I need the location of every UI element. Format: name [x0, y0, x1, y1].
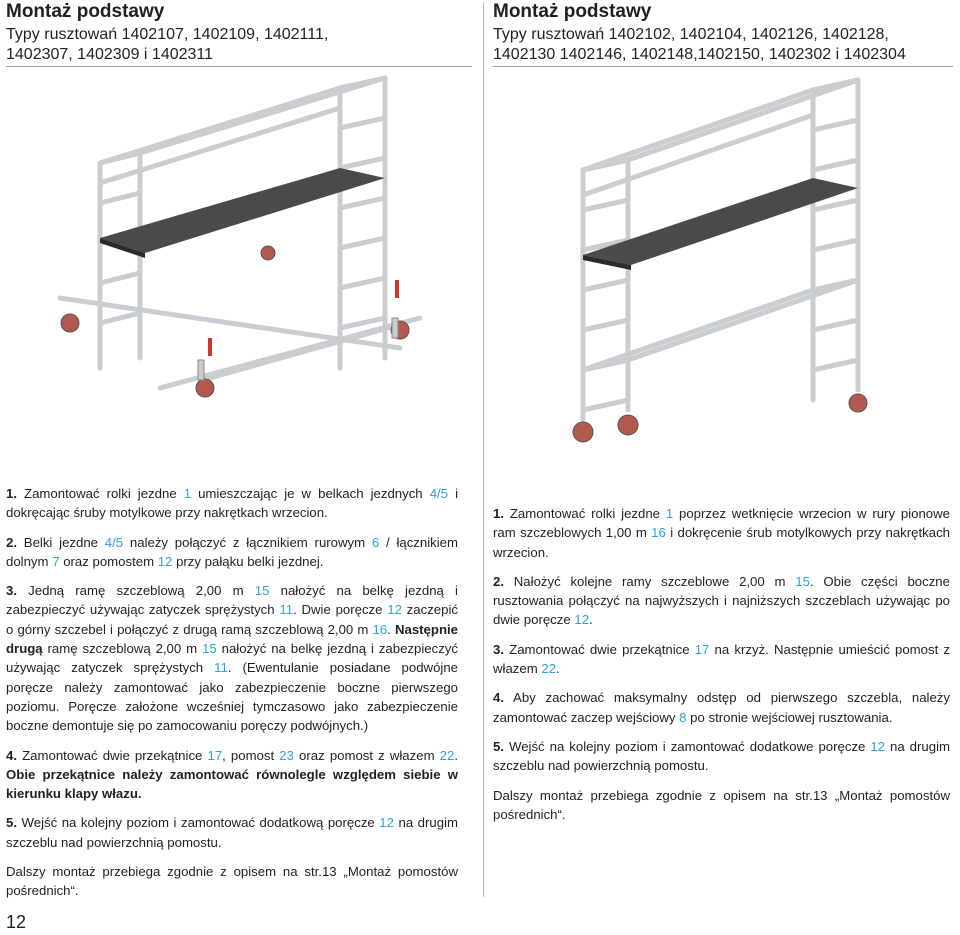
right-step-5 — [493, 737, 950, 776]
step-text: . Obie części boczne rusztowania połączyć na najwyższych i najniższych szczeblach używając po dwie poręcze — [493, 573, 950, 628]
step-text: . (Ewentulanie posiadane podwójne poręcze należy zamontować jako zabezpieczenie boczne pierwszego poziomu. Poręcze założone wcześniej tymczasowo jako zabezpieczenie boczne demontuje się po zamocowaniu poręczy podwójnych.) — [6, 660, 459, 734]
step-number: 3. — [493, 641, 504, 657]
part-ref: 4/5 — [104, 534, 124, 550]
right-step-2 — [493, 572, 950, 630]
part-ref: 12 — [870, 738, 886, 754]
step-text: po stronie wejściowej rusztowania. — [686, 709, 893, 725]
page-number: 12 — [6, 912, 27, 932]
right-step-1 — [493, 504, 950, 562]
part-ref: 15 — [795, 573, 810, 589]
right-title-rule — [493, 66, 953, 67]
right-outro: Dalszy montaż przebiega zgodnie z opisem na str.13 „Montaż pomostów pośrednich“. — [493, 787, 950, 822]
step-number: 5. — [493, 738, 504, 754]
step-text: umieszczając je w belkach jezdnych — [191, 486, 430, 501]
step-text: poprzez wetknięcie wrzecion w rury pionowe ram szczeblowych 1,00 m — [493, 506, 950, 541]
step-text: zaczepić o górny szczebel i połączyć z drugą ramą szczeblową 2,00 m — [6, 602, 458, 637]
step-emphasis: Następnie drugą — [6, 621, 458, 657]
part-ref: 4/5 — [429, 486, 449, 501]
right-subtitle-line-2: 1402130 1402146, 1402148,1402150, 1402302 i 1402304 — [493, 46, 906, 63]
step-text: Wejść na kolejny poziom i zamontować dodatkowe poręcze — [508, 738, 871, 754]
step-text: . — [589, 612, 593, 628]
step-number: 1. — [6, 486, 17, 501]
part-ref: 6 — [371, 534, 380, 550]
step-text: Zamontować dwie przekątnice — [509, 641, 695, 657]
step-text: Zamontować rolki jezdne — [509, 506, 666, 521]
right-title: Montaż podstawy — [493, 1, 652, 22]
step-number: 4. — [493, 690, 504, 706]
left-subtitle-line-1: Typy rusztowań 1402107, 1402109, 1402111, — [6, 26, 329, 43]
step-text: / łącznikiem dolnym — [6, 534, 458, 569]
part-ref: 17 — [207, 747, 223, 763]
part-ref: 23 — [279, 747, 294, 763]
step-number: 3. — [6, 583, 17, 599]
step-number: 2. — [6, 534, 17, 550]
step-text: Zamontować dwie przekątnice — [22, 747, 208, 763]
part-ref: 22 — [439, 747, 455, 763]
right-step-3 — [493, 640, 950, 679]
step-text: , pomost — [222, 747, 280, 763]
part-ref: 12 — [387, 602, 402, 618]
left-step-5 — [6, 813, 458, 852]
part-ref: 15 — [202, 641, 217, 657]
left-step-2 — [6, 533, 458, 572]
step-text: Jedną ramę szczeblową 2,00 m — [28, 583, 255, 599]
scaffold-illustration-left — [40, 68, 470, 413]
part-ref: 11 — [214, 660, 228, 676]
right-step-4 — [493, 688, 950, 727]
step-emphasis: Obie przekątnice należy zamontować równolegle względem siebie w kierunku klapy włazu. — [6, 766, 458, 802]
step-text: Belki jezdne — [23, 534, 105, 550]
left-step-4 — [6, 746, 458, 804]
right-subtitle-line-1: Typy rusztowań 1402102, 1402104, 1402126, 1402128, — [493, 26, 889, 43]
part-ref: 8 — [679, 709, 687, 725]
part-ref: 22 — [541, 661, 557, 677]
part-ref: 1 — [183, 486, 192, 501]
step-text: Nałożyć kolejne ramy szczeblowe 2,00 m — [513, 573, 796, 589]
step-text: i dokręcając śruby motylkowe przy nakrętkach wrzecion. — [6, 486, 458, 521]
part-ref: 16 — [651, 525, 666, 541]
step-text: ramę szczeblową 2,00 m — [42, 641, 203, 657]
part-ref: 12 — [157, 553, 173, 569]
part-ref: 12 — [574, 612, 590, 628]
step-text: nałożyć na belkę jezdną i zabezpieczyć używając zatyczek sprężystych — [6, 641, 458, 676]
step-text: przy pałąku belki jezdnej. — [172, 553, 324, 569]
part-ref: 7 — [52, 553, 60, 569]
scaffold-illustration-right — [543, 70, 923, 455]
step-text: należy połączyć z łącznikiem rurowym — [123, 534, 372, 550]
step-text: Aby zachować maksymalny odstęp od pierwszego szczebla, należy zamontować zaczep wejściowy — [493, 690, 950, 725]
step-number: 1. — [493, 506, 504, 521]
left-step-1 — [6, 484, 458, 523]
left-step-3 — [6, 581, 458, 735]
step-text: . — [556, 661, 560, 677]
step-text: na drugim szczeblu nad powierzchnią pomostu. — [6, 815, 458, 850]
step-text: na krzyż. Następnie umieścić pomost z włazem — [493, 641, 950, 677]
step-text: Zamontować rolki jezdne — [24, 486, 184, 501]
left-subtitle-line-2: 1402307, 1402309 i 1402311 — [6, 46, 214, 63]
step-text: i dokręcenie śrub motylkowych przy nakrętkach wrzecion. — [493, 525, 951, 560]
part-ref: 15 — [254, 583, 270, 599]
step-text: oraz pomostem — [59, 553, 158, 569]
left-title: Montaż podstawy — [6, 1, 165, 22]
step-number: 2. — [493, 573, 504, 589]
step-text: . — [454, 747, 459, 763]
right-instructions — [493, 504, 950, 834]
part-ref: 12 — [379, 815, 394, 831]
left-outro: Dalszy montaż przebiega zgodnie z opisem na str.13 „Montaż pomostów pośrednich“. — [6, 864, 458, 899]
step-text: . — [387, 621, 395, 637]
part-ref: 1 — [665, 506, 674, 521]
part-ref: 11 — [279, 602, 294, 618]
left-instructions — [6, 484, 458, 911]
step-text: . Dwie poręcze — [293, 602, 388, 618]
column-divider — [483, 2, 484, 897]
step-number: 4. — [6, 747, 17, 763]
left-title-rule — [6, 66, 472, 67]
step-text: oraz pomost z włazem — [293, 747, 440, 763]
part-ref: 17 — [694, 641, 710, 657]
step-text: Wejść na kolejny poziom i zamontować dodatkową poręcze — [21, 815, 380, 831]
step-text: na drugim szczeblu nad powierzchnią pomostu. — [493, 738, 950, 774]
part-ref: 16 — [372, 621, 388, 637]
step-number: 5. — [6, 815, 17, 831]
step-text: nałożyć na belkę jezdną i zabezpieczyć używając zatyczek sprężystych — [6, 583, 458, 618]
